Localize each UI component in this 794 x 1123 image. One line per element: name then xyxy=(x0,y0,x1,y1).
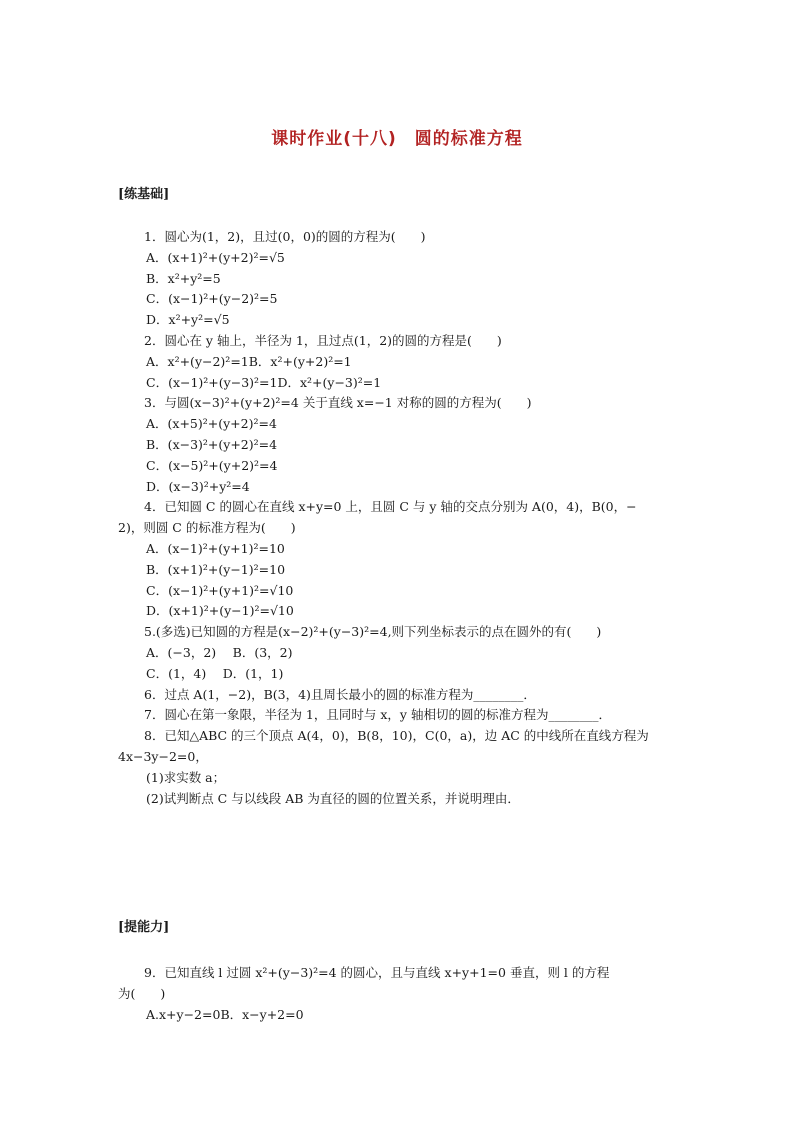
question-line: 5.(多选)已知圆的方程是(x−2)²+(y−3)²=4,则下列坐标表示的点在圆外的有( ) xyxy=(144,624,602,640)
question-line: A．(x−1)²+(y+1)²=10 xyxy=(146,540,285,556)
page-title: 课时作业(十八) 圆的标准方程 xyxy=(271,129,523,149)
section-heading-basic: [练基础] xyxy=(118,187,170,202)
question-line: B．x²+y²=5 xyxy=(146,270,221,286)
question-line: 4x−3y−2=0， xyxy=(118,748,208,764)
question-line: C．(1，4) D．(1，1) xyxy=(146,665,284,681)
question-line: C．(x−1)²+(y−3)²=1D．x²+(y−3)²=1 xyxy=(146,374,382,390)
question-line: D．x²+y²=√5 xyxy=(146,312,230,328)
question-line: D．(x−3)²+y²=4 xyxy=(146,478,250,494)
question-line: (1)求实数 a； xyxy=(146,769,226,785)
question-line: A．(x+1)²+(y+2)²=√5 xyxy=(146,249,285,265)
question-line: 1．圆心为(1，2)，且过(0，0)的圆的方程为( ) xyxy=(144,229,426,244)
question-line: C．(x−5)²+(y+2)²=4 xyxy=(146,457,278,473)
question-line: 为( ) xyxy=(118,985,166,1001)
question-line: 6．过点 A(1，−2)，B(3，4)且周长最小的圆的标准方程为________． xyxy=(144,686,536,702)
section-heading-advanced: [提能力] xyxy=(118,920,170,935)
question-line: 9．已知直线 l 过圆 x²+(y−3)²=4 的圆心，且与直线 x+y+1=0 垂直，则 l 的方程 xyxy=(144,965,610,980)
question-line: 2)，则圆 C 的标准方程为( ) xyxy=(118,520,296,536)
question-line: D．(x+1)²+(y−1)²=√10 xyxy=(146,603,294,619)
question-line: 3．与圆(x−3)²+(y+2)²=4 关于直线 x=−1 对称的圆的方程为( ) xyxy=(144,395,532,411)
question-line: 7．圆心在第一象限，半径为 1，且同时与 x，y 轴相切的圆的标准方程为________． xyxy=(144,707,611,723)
question-line: B．(x−3)²+(y+2)²=4 xyxy=(146,436,278,452)
question-line: (2)试判断点 C 与以线段 AB 为直径的圆的位置关系，并说明理由． xyxy=(146,790,520,806)
basic-exercises xyxy=(118,227,678,809)
question-line: 8．已知△ABC 的三个顶点 A(4，0)，B(8，10)，C(0，a)，边 AC 的中线所在直线方程为 xyxy=(144,728,649,744)
advanced-exercises xyxy=(118,963,678,1025)
question-line: A．(x+5)²+(y+2)²=4 xyxy=(146,416,277,432)
question-line: C．(x−1)²+(y+1)²=√10 xyxy=(146,582,294,598)
question-line: A.x+y−2=0B．x−y+2=0 xyxy=(146,1006,304,1022)
question-line: 2．圆心在 y 轴上，半径为 1，且过点(1，2)的圆的方程是( ) xyxy=(144,332,502,348)
question-line: C．(x−1)²+(y−2)²=5 xyxy=(146,291,278,307)
question-line: A．x²+(y−2)²=1B．x²+(y+2)²=1 xyxy=(146,353,352,369)
question-line: 4．已知圆 C 的圆心在直线 x+y=0 上，且圆 C 与 y 轴的交点分别为 A(0，4)，B(0，− xyxy=(144,499,637,515)
question-line: A．(−3，2) B．(3，2) xyxy=(146,644,293,660)
question-line: B．(x+1)²+(y−1)²=10 xyxy=(146,561,286,577)
